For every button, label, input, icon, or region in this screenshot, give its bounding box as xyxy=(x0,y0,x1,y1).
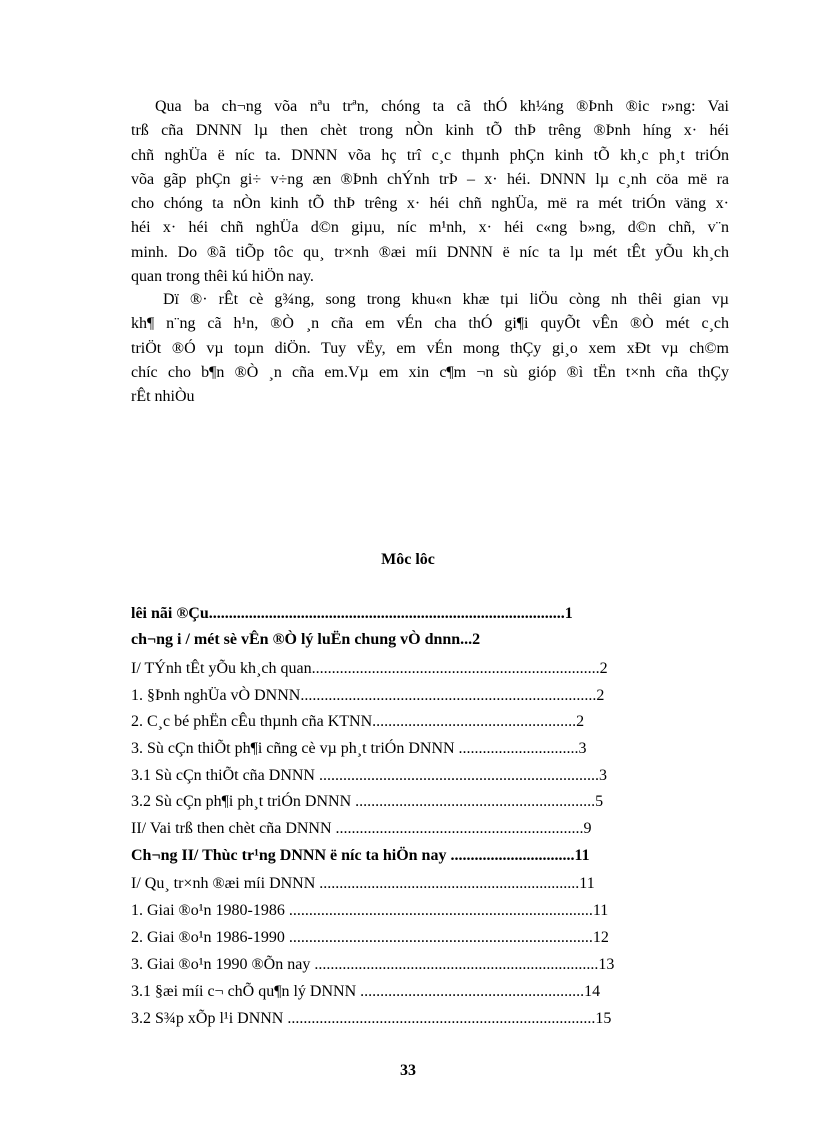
paragraph-line: chñ nghÜa ë níc ta. DNNN võa hç trî c¸c thµnh phÇn kinh tÕ kh¸c ph¸t triÓn xyxy=(131,146,729,164)
paragraph-line: Dï ®· rÊt cè g¾ng, song trong khu«n khæ tµi liÖu còng nh thêi gian vµ xyxy=(163,291,729,308)
conclusion-paragraph xyxy=(131,95,729,289)
toc-entry: 3.2 S¾p xÕp l¹i DNNN .............................................................................15 xyxy=(131,1010,612,1027)
toc-entry: Ch¬ng II/ Thùc tr¹ng DNNN ë níc ta hiÖn nay ...............................11 xyxy=(131,847,590,864)
toc-entry: 3.2 Sù cÇn ph¶i ph¸t triÓn DNNN ............................................................5 xyxy=(131,793,604,810)
paragraph-line: cho chóng ta nÒn kinh tÕ thÞ trêng x· héi chñ nghÜa, më ra mét triÓn väng x· xyxy=(131,195,729,213)
toc-entry: 1. Giai ®o¹n 1980-1986 ............................................................................11 xyxy=(131,902,609,919)
paragraph-line: quan trong thêi kú hiÖn nay. xyxy=(131,268,314,286)
paragraph-line: triÖt ®Ó vµ toµn diÖn. Tuy vËy, em vÉn mong thÇy gi¸o xem xÐt vµ ch©m xyxy=(131,339,729,357)
toc-entry: 3.1 §æi míi c¬ chÕ qu¶n lý DNNN ........................................................14 xyxy=(131,983,601,1000)
toc-entry: I/ TÝnh tÊt yÕu kh¸ch quan........................................................................2 xyxy=(131,660,608,677)
paragraph-line: Qua ba ch¬ng võa nªu trªn, chóng ta cã thÓ kh¼ng ®Þnh ®ic r»ng: Vai xyxy=(155,98,729,115)
paragraph-line: trß cña DNNN lµ then chèt trong nÒn kinh tÕ thÞ trêng ®Þnh híng x· héi xyxy=(131,122,729,140)
toc-title: Môc lôc xyxy=(381,551,435,568)
toc-entry: II/ Vai trß then chèt cña DNNN ..............................................................9 xyxy=(131,820,592,837)
toc-entry: 2. Giai ®o¹n 1986-1990 ............................................................................12 xyxy=(131,929,609,946)
paragraph-line: minh. Do ®ã tiÕp tôc qu¸ tr×nh ®æi míi DNNN ë níc ta lµ mét tÊt yÕu kh¸ch xyxy=(131,243,729,261)
paragraph-line: võa gãp phÇn gi÷ v÷ng æn ®Þnh chÝnh trÞ – x· héi. DNNN lµ c¸nh cöa më ra xyxy=(131,170,729,188)
paragraph-line: kh¶ n¨ng cã h¹n, ®Ò ¸n cña em vÉn cha thÓ gi¶i quyÕt vÊn ®Ò mét c¸ch xyxy=(131,315,729,333)
paragraph-line: rÊt nhiÒu xyxy=(131,388,195,406)
toc-entry: 2. C¸c bé phËn cÊu thµnh cña KTNN...................................................2 xyxy=(131,713,585,730)
toc-entry: 1. §Þnh nghÜa vÒ DNNN..........................................................................2 xyxy=(131,687,605,704)
toc-entry: 3.1 Sù cÇn thiÕt cña DNNN ......................................................................3 xyxy=(131,767,607,784)
toc-entry: ch¬ng i / mét sè vÊn ®Ò lý luËn chung vÒ dnnn...2 xyxy=(131,631,481,648)
acknowledgement-paragraph xyxy=(131,288,729,409)
toc-entry: I/ Qu¸ tr×nh ®æi míi DNNN .................................................................11 xyxy=(131,875,595,892)
page-number: 33 xyxy=(400,1062,416,1079)
toc-entry: 3. Sù cÇn thiÕt ph¶i cñng cè vµ ph¸t triÓn DNNN ..............................3 xyxy=(131,740,587,757)
paragraph-line: chíc cho b¶n ®Ò ¸n cña em.Vµ em xin c¶m ¬n sù gióp ®ì tËn t×nh cña thÇy xyxy=(131,363,729,381)
toc-entry: 3. Giai ®o¹n 1990 ®Õn nay .......................................................................13 xyxy=(131,956,615,973)
toc-entry: lêi nãi ®Çu.........................................................................................1 xyxy=(131,605,573,622)
paragraph-line: héi x· héi chñ nghÜa d©n giµu, níc m¹nh, x· héi c«ng b»ng, d©n chñ, v¨n xyxy=(131,219,729,237)
